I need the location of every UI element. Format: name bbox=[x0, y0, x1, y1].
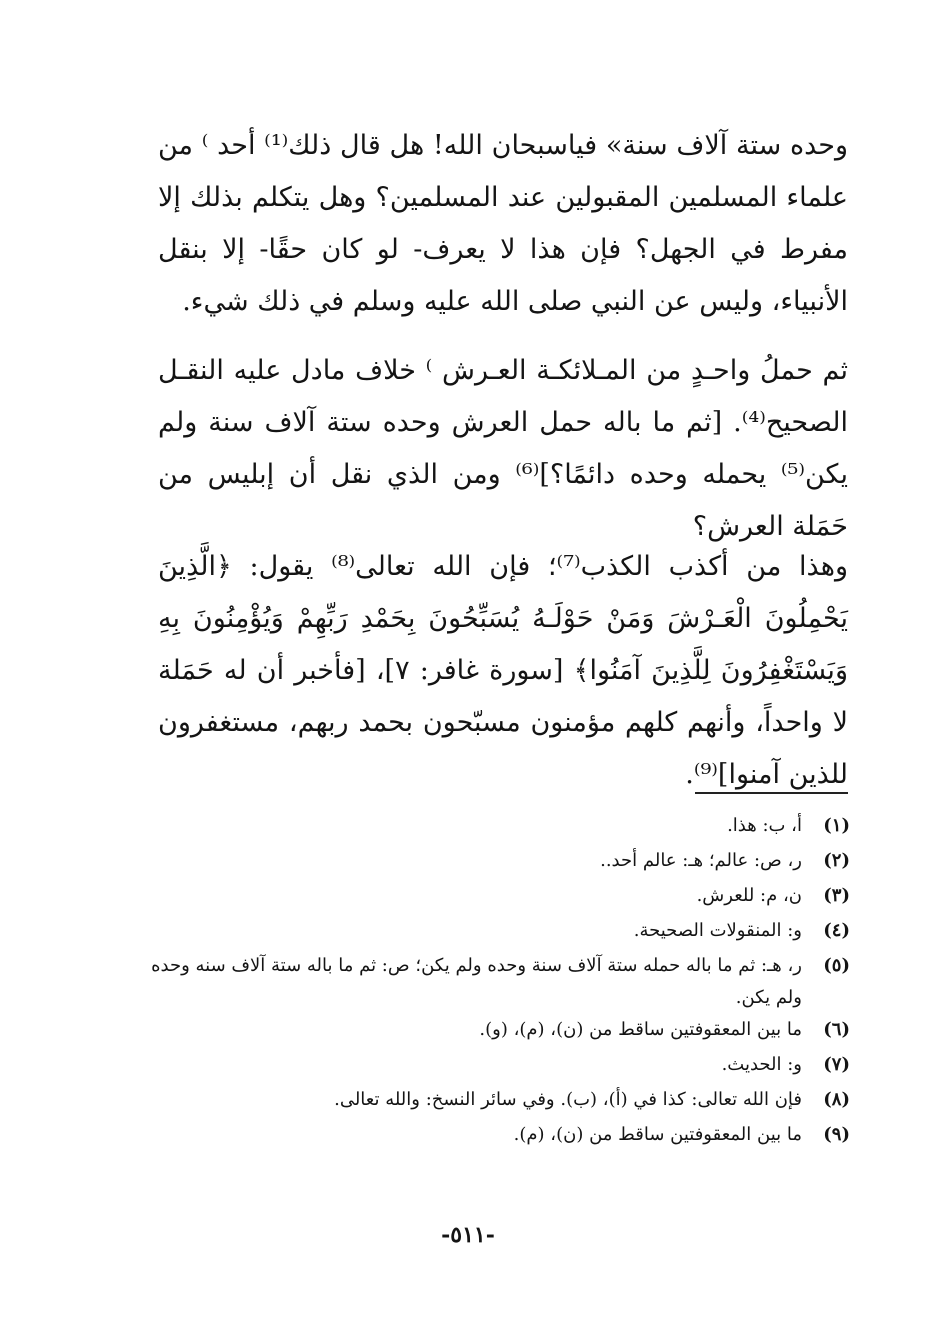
footnote-text: ر، ص: عالم؛ هـ: عالم أحد.. bbox=[600, 850, 802, 871]
footnote-number: (٧) bbox=[823, 1054, 850, 1075]
footnote-text: و: المنقولات الصحيحة. bbox=[633, 920, 802, 941]
footnote-number: (٢) bbox=[823, 850, 850, 871]
footnote-item bbox=[150, 1119, 850, 1154]
footnote-item bbox=[150, 950, 850, 1014]
footnote-item bbox=[150, 1084, 850, 1119]
page-number: -٥١١- bbox=[441, 1222, 495, 1248]
footnote-text: ر، هـ: ثم ما باله حمله ستة آلاف سنة وحده ولم يكن؛ ص: ثم ما باله ستة آلاف سنه وحده ولم يكن. bbox=[151, 955, 802, 1008]
footnote-item bbox=[150, 810, 850, 845]
paragraph-3: وهذا من أكذب الكذب⁽⁷⁾؛ فإن الله تعالى⁽⁸⁾ يقول: ﴿الَّذِينَ يَحْمِلُونَ الْعَـرْشَ وَمَنْ حَوْلَـهُ يُسَبِّحُونَ بِحَمْدِ رَبِّهِمْ وَيُؤْمِنُونَ بِهِ وَيَسْتَغْفِرُونَ لِلَّذِينَ آمَنُوا﴾ [سورة غافر: ٧]، [فأخبر أن له حَمَلة لا واحداً، وأنهم كلهم مؤمنون مسبّحون بحمد ربهم، مستغفرون للذين آمنوا]⁽⁹⁾. bbox=[158, 551, 848, 790]
footnote-number: (٣) bbox=[823, 885, 850, 906]
paragraph-1: وحده ستة آلاف سنة» فياسبحان الله! هل قال ذلك⁽¹⁾ أحد ⁾ من علماء المسلمين المقبولين عند المسلمين؟ وهل يتكلم بذلك إلا مفرط في الجهل؟ فإن هذا لا يعرف- لو كان حقًا- إلا بنقل الأنبياء، وليس عن النبي صلى الله عليه وسلم في ذلك شيء. bbox=[158, 130, 848, 317]
footnote-number: (٩) bbox=[823, 1124, 850, 1145]
footnote-text: ما بين المعقوفتين ساقط من (ن)، (م). bbox=[513, 1124, 802, 1145]
footnote-text: ما بين المعقوفتين ساقط من (ن)، (م)، (و). bbox=[479, 1019, 802, 1040]
footnote-number: (١) bbox=[823, 815, 850, 836]
footnote-number: (٥) bbox=[823, 955, 850, 976]
paragraph-2: ثم حملُ واحـدٍ من المـلائكـة العـرش ⁾ خلاف مادل عليه النقـل الصحيح⁽⁴⁾. [ثم ما باله حمل العرش وحده ستة آلاف سنة ولم يكن⁽⁵⁾ يحمله وحده دائمًا؟]⁽⁶⁾ ومن الذي نقل أن إبليس من حَمَلة العرش؟ bbox=[158, 355, 848, 542]
footnote-text: فإن الله تعالى: كذا في (أ)، (ب). وفي سائر النسخ: والله تعالى. bbox=[334, 1089, 802, 1110]
footnote-item bbox=[150, 1049, 850, 1084]
footnote-item bbox=[150, 1014, 850, 1049]
footnote-item bbox=[150, 880, 850, 915]
footnote-item bbox=[150, 845, 850, 880]
footnotes-list bbox=[150, 810, 850, 1154]
footnote-text: ن، م: للعرش. bbox=[696, 885, 802, 906]
footnote-number: (٦) bbox=[823, 1019, 850, 1040]
footnote-text: أ، ب: هذا. bbox=[727, 815, 802, 836]
footnote-number: (٤) bbox=[823, 920, 850, 941]
footnote-item bbox=[150, 915, 850, 950]
footnote-separator bbox=[695, 792, 848, 794]
footnote-number: (٨) bbox=[823, 1089, 850, 1110]
footnote-text: و: الحديث. bbox=[721, 1054, 802, 1075]
